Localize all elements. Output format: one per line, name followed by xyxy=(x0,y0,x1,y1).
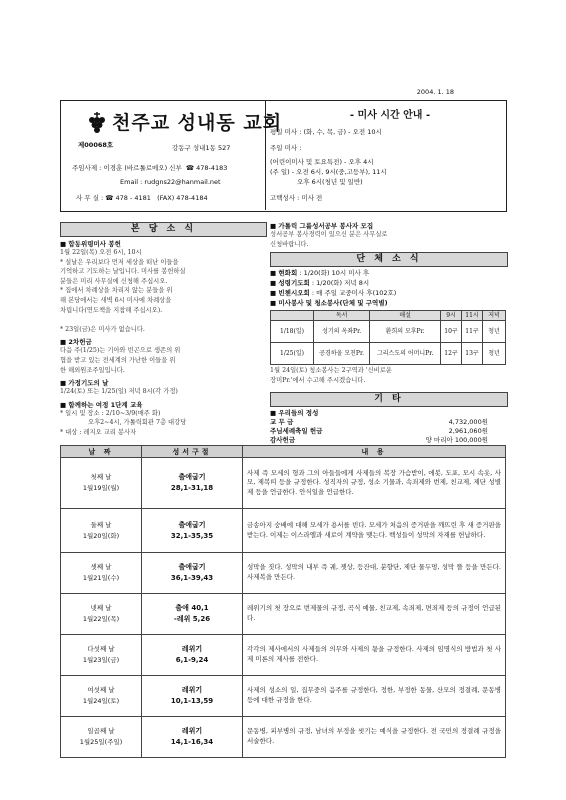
mass-line: (어린이미사 및 토요특전) - 오후 4시 xyxy=(270,158,374,166)
offering-row: 교 무 금 4,732,000원 xyxy=(270,418,488,426)
mass-line: 오후 6시(청년 및 일반) xyxy=(297,178,363,186)
recruit-heading: ■ 가톨릭 그룹성서공부 봉사자 모집 xyxy=(270,221,506,230)
news-heading: ■ 가정기도의 날 xyxy=(60,378,265,387)
mass-line: 고백성사 : 미사 전 xyxy=(270,194,323,202)
table-row: 1/18(일) 성기의 옥좌Pr. 환희의 모후Pr. 10구 11구 청년 xyxy=(271,321,506,343)
col-header-date: 날 짜 xyxy=(61,446,142,458)
news-heading: ■ 함께하는 여정 1단계 교육 xyxy=(60,400,265,409)
etc-section-header: 기 타 xyxy=(270,392,508,407)
email-line: Email : rudgns22@hanmail.net xyxy=(120,178,221,186)
col-header-content: 내 용 xyxy=(243,446,506,458)
news-heading: ■ 합동위령미사 봉헌 xyxy=(60,239,265,248)
recruit-block: ■ 가톨릭 그룹성서공부 봉사자 모집 성서공부 봉사경력이 있으신 분은 사무실로 신청바랍니다. xyxy=(270,221,506,249)
news-section-header: 본 당 소 식 xyxy=(60,222,267,237)
news-list xyxy=(60,239,265,438)
table-row: 일곱째 날 1월25일(주일) 레위기 14,1-16,34 문동병, 피부병의 규정, 남녀의 부정을 씻기는 예식을 규정한다. 전 국민의 정결례 규정을 서술한다. xyxy=(61,717,506,758)
offering-row: 감사헌금 양 마리아 100,000원 xyxy=(270,436,488,444)
table-row: 셋째 날 1월21일(수) 출애굽기 36,1-39,43 성막을 짓다. 성막의 내부 즉 궤, 젯상, 등잔대, 분향단, 제단 물두멍, 성막 뜰 등을 만든다. 사제복을 만든다. xyxy=(61,553,506,594)
group-item: ■ 빈첸시오회 : 매 주일 교중미사 후(102호) xyxy=(270,288,506,298)
group-item: ■ 성령기도회 : 1/20(화) 저녁 8시 xyxy=(270,278,506,288)
parish-address: 강동구 성내1동 527 xyxy=(172,144,231,152)
table-row: 첫째 날 1월19일(월) 출애굽기 28,1-31,18 사제 즉 모세의 형과 그의 아들들에게 사제들의 복장 가슴받이, 에봇, 도포, 모시 속옷, 사모, 제복띠 등을 규정한다. 성직자의 규정, 성소 기물과, 속죄제와 번제, 친교제, 제단 성별 제 등을 언급한다. 안식일을 언급한다. xyxy=(61,458,506,509)
mass-line: 주일 미사 : xyxy=(270,144,302,152)
mass-line: 평일 미사 : (화, 수, 목, 금) - 오전 10시 xyxy=(270,128,382,136)
office-line: 사 무 실 : ☎ 478 - 4181 (FAX) 478-4184 xyxy=(76,194,208,202)
parish-logo-icon xyxy=(86,111,108,137)
table-row: 여섯째 날 1월24일(토) 레위기 10,1-13,59 사제의 성소의 일, 집무중의 음주를 규정한다, 정한, 부정한 동물, 산모의 정결례, 문동병 등에 대한 규정을 한다. xyxy=(61,676,506,717)
pastor-line: 주임사제 : 이경훈 (바르톨로메오) 신부 ☎ 478-4183 xyxy=(72,164,228,172)
table-row: 넷째 날 1월22일(목) 출애 40,1 -레위 5,26 레위기의 첫 장으로 번제물의 규정, 곡식 예물, 친교제, 속죄제, 면죄제 등의 규정이 언급된다. xyxy=(61,594,506,635)
offering-heading: ■ 우리들의 정성 xyxy=(270,408,506,417)
table-row: 다섯째 날 1월23일(금) 레위기 6,1-9,24 각각의 제사에서의 사제들의 의무와 사제의 몫을 규정한다. 사제의 임명식의 방법과 첫 사제 미론의 제사를 전한다. xyxy=(61,635,506,676)
bible-reading-schedule xyxy=(60,445,506,758)
bulletin-date: 2004. 1. 18 xyxy=(416,88,454,96)
email-link[interactable]: rudgns22@hanmail.net xyxy=(144,178,221,186)
mass-times-title: - 미사 시간 안내 - xyxy=(349,110,431,121)
phone-icon: ☎ xyxy=(185,164,194,172)
groups-section-header: 단 체 소 식 xyxy=(270,252,508,267)
table-row: 둘째 날 1월20일(화) 출애굽기 32,1-35,35 금송아지 숭배에 대해 모세가 용서를 빈다. 모세가 처음의 증거판을 깨뜨린 후 새 증거판을 받는다. 이제는 이스라엘과 새로이 계약을 맺는다. 백성들이 성막의 자재를 헌납하다. xyxy=(61,509,506,553)
parish-name: 천주교 성내동 교회 xyxy=(112,112,283,134)
news-heading: ■ 2차헌금 xyxy=(60,337,265,346)
mass-line: (주 일) - 오전 6시, 9시(중,고등부), 11시 xyxy=(270,168,387,176)
group-item: ■ 현화회 : 1/20(화) 10시 미사 후 xyxy=(270,268,506,278)
group-item: ■ 미사봉사 및 청소봉사(단체 및 구역별) xyxy=(270,298,506,308)
service-table: 독서 해설 9시 11시 저녁 1/18(일) 성기의 옥좌Pr. 환희의 모후Pr. 10구 11구 청년 1/25(일) 공경하올 모친Pr. 그리스도의 어머니Pr. 12구 13구 청년 xyxy=(270,310,506,365)
phone-icon: ☎ xyxy=(105,194,114,202)
news-text: 다음 주(1/25)는 기아와 빈곤으로 생존의 위 협을 받고 있는 전세계의 가난한 이들을 위 한 해외원조주일입니다. xyxy=(60,347,181,374)
groups-list xyxy=(270,268,506,308)
news-text: 1/24(토) 또는 1/25(일) 저녁 8시(각 가정) xyxy=(60,388,178,396)
news-text: * 일시 및 장소 : 2/10~3/9(매주 화) 오후2~4시, 가톨릭회관 7층 대강당 * 대상 : 레지오 교리 봉사자 xyxy=(60,409,187,436)
news-text: 1월 22일(목) 오전 6시, 10시 * 설날은 우리보다 먼저 세상을 떠난 이들을 기억하고 기도하는 날입니다. 미사를 봉헌하실 분들은 미리 사무실에 신청해 주십시오. * 집에서 차례상을 차리지 않는 분들을 위 해 본당에서는 새벽 6시 미사에 차례상을 차립니다(연도책을 지참해 주십시오). * 23일(금)은 미사가 없습니다. xyxy=(60,249,186,333)
col-header-passage: 성서구절 xyxy=(142,446,243,458)
offering-row: 주님세례축일 헌금 2,961,060원 xyxy=(270,427,488,435)
issue-number: 제00068호 xyxy=(78,141,114,149)
table-row: 1/25(일) 공경하올 모친Pr. 그리스도의 어머니Pr. 12구 13구 청년 xyxy=(271,343,506,365)
cleaning-note: 1월 24일(토) 청소봉사는 2구역과 '신비로운 장미Pr.'에서 수고해 주시겠습니다. xyxy=(270,367,392,384)
